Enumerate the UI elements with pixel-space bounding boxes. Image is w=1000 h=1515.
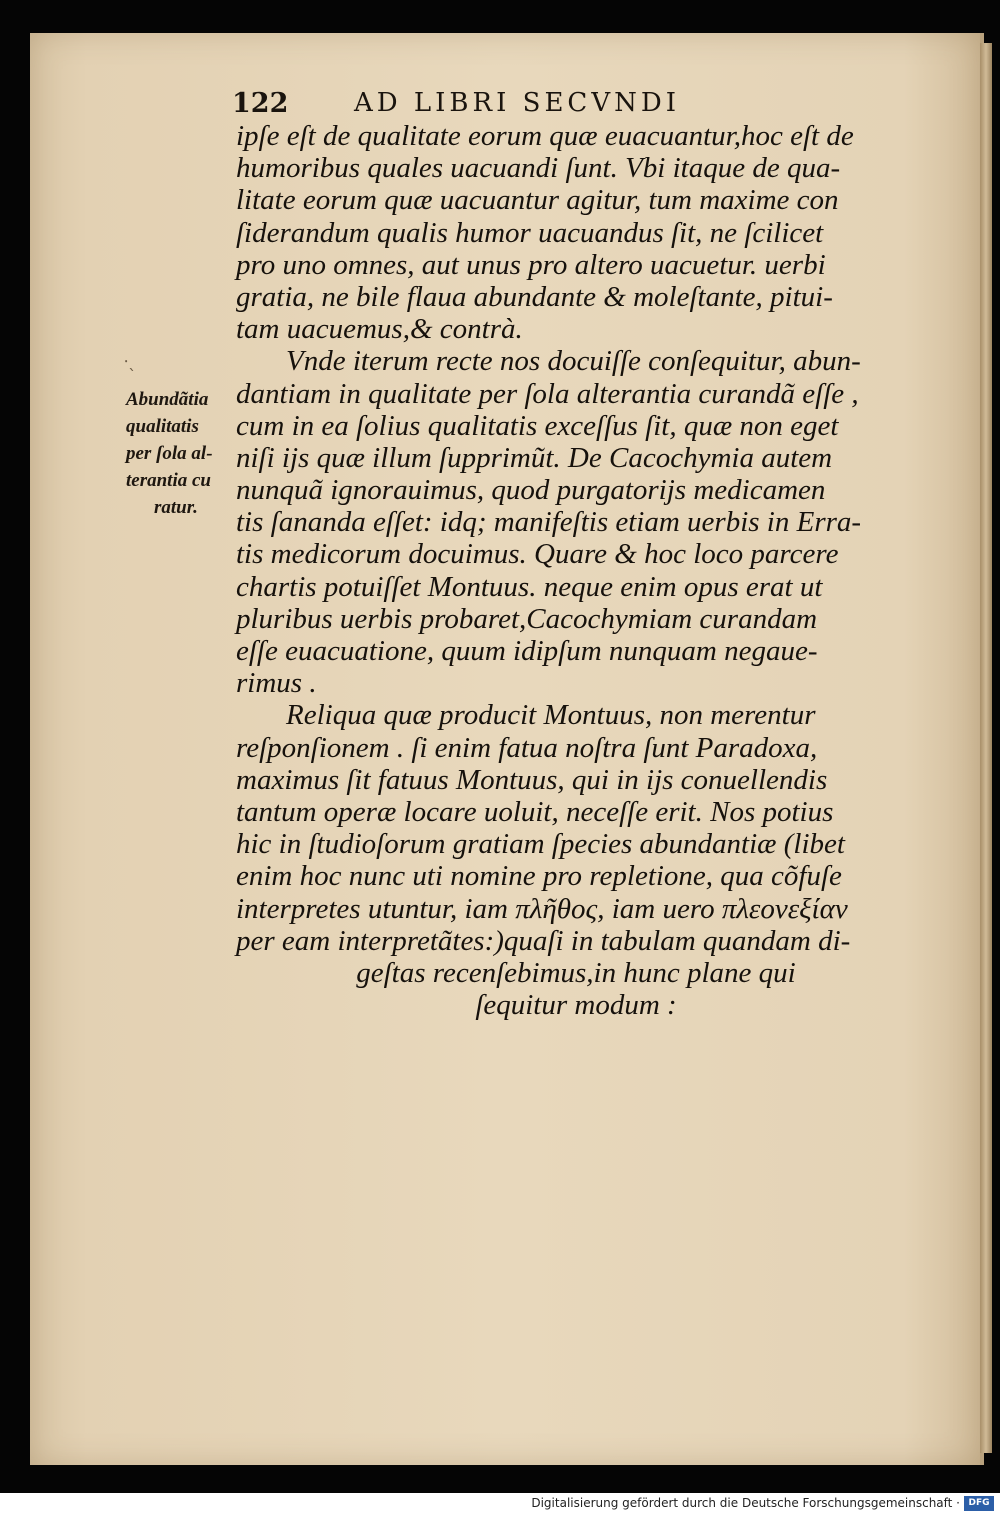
- text-line: cum in ea ſolius qualitatis exceſſus ſit, quæ non eget: [236, 409, 839, 442]
- dfg-logo-icon: DFG: [964, 1496, 994, 1511]
- text-line: enim hoc nunc uti nomine pro repletione, qua cõfuſe: [236, 860, 842, 893]
- text-line: gratia, ne bile flaua abundante & moleſtante, pitui-: [236, 280, 833, 313]
- margin-note: [126, 386, 236, 521]
- text-line: ſiderandum qualis humor uacuandus ſit, ne ſcilicet: [236, 216, 824, 249]
- text-line: reſponſionem . ſi enim fatua noſtra ſunt Paradoxa,: [236, 731, 818, 764]
- text-line: pluribus uerbis probaret,Cacochymiam curandam: [236, 602, 818, 635]
- text-line: tis medicorum docuimus. Quare & hoc loco parcere: [236, 538, 839, 571]
- margin-note-line: qualitatis: [126, 416, 199, 437]
- text-line: tam uacuemus,& contrà.: [236, 313, 523, 346]
- text-line: chartis potuiſſet Montuus. neque enim opus erat ut: [236, 570, 823, 603]
- footer-bar: [0, 1493, 1000, 1515]
- text-line: tis ſananda eſſet: idq; manifeſtis etiam uerbis in Erra-: [236, 506, 862, 539]
- text-line: Vnde iterum recte nos docuiſſe conſequitur, abun-: [286, 345, 861, 378]
- running-head-title: AD LIBRI SECVNDI: [354, 88, 680, 118]
- text-line: ipſe eſt de qualitate eorum quæ euacuantur,hoc eſt de: [236, 120, 854, 152]
- text-line: geſtas recenſebimus,in hunc plane qui: [356, 956, 796, 989]
- text-line: hic in ſtudioſorum gratiam ſpecies abundantiæ (libet: [236, 828, 845, 861]
- margin-note-line: Abundãtia: [126, 389, 209, 410]
- text-line: eſſe euacuatione, quum idipſum nunquam negaue-: [236, 635, 818, 667]
- text-line: per eam interpretãtes:)quaſi in tabulam quandam di-: [236, 924, 851, 957]
- text-line: litate eorum quæ uacuantur agitur, tum maxime con: [236, 184, 839, 217]
- page-edge: [980, 43, 992, 1453]
- text-line: rimus .: [236, 667, 317, 700]
- text-line: niſi ijs quæ illum ſupprimũt. De Cacochymia autem: [236, 441, 833, 474]
- body-text: [236, 120, 916, 1021]
- footer-credit: Digitalisierung gefördert durch die Deutsche Forschungsgemeinschaft ·: [531, 1496, 960, 1510]
- page-number: 122: [232, 88, 289, 119]
- text-line: pro uno omnes, aut unus pro altero uacuetur. uerbi: [236, 248, 826, 281]
- text-line: maximus ſit fatuus Montuus, qui in ijs conuellendis: [236, 763, 828, 796]
- margin-note-line: per ſola al-: [126, 443, 213, 464]
- ink-mark: ⸱ˎ: [124, 352, 137, 371]
- text-line: tantum operæ locare uoluit, neceſſe erit. Nos potius: [236, 795, 834, 828]
- text-line: humoribus quales uacuandi ſunt. Vbi itaque de qua-: [236, 152, 841, 185]
- text-line: dantiam in qualitate per ſola alterantia curandã eſſe ,: [236, 377, 859, 410]
- margin-note-line: ratur.: [154, 497, 198, 518]
- text-line: nunquã ignorauimus, quod purgatorijs medicamen: [236, 474, 826, 507]
- text-line: ſequitur modum :: [475, 989, 677, 1022]
- margin-note-line: terantia cu: [126, 470, 211, 491]
- text-line: interpretes utuntur, iam πλῆθος, iam uero πλεονεξίαν: [236, 892, 848, 925]
- text-line: Reliqua quæ producit Montuus, non merentur: [286, 699, 816, 732]
